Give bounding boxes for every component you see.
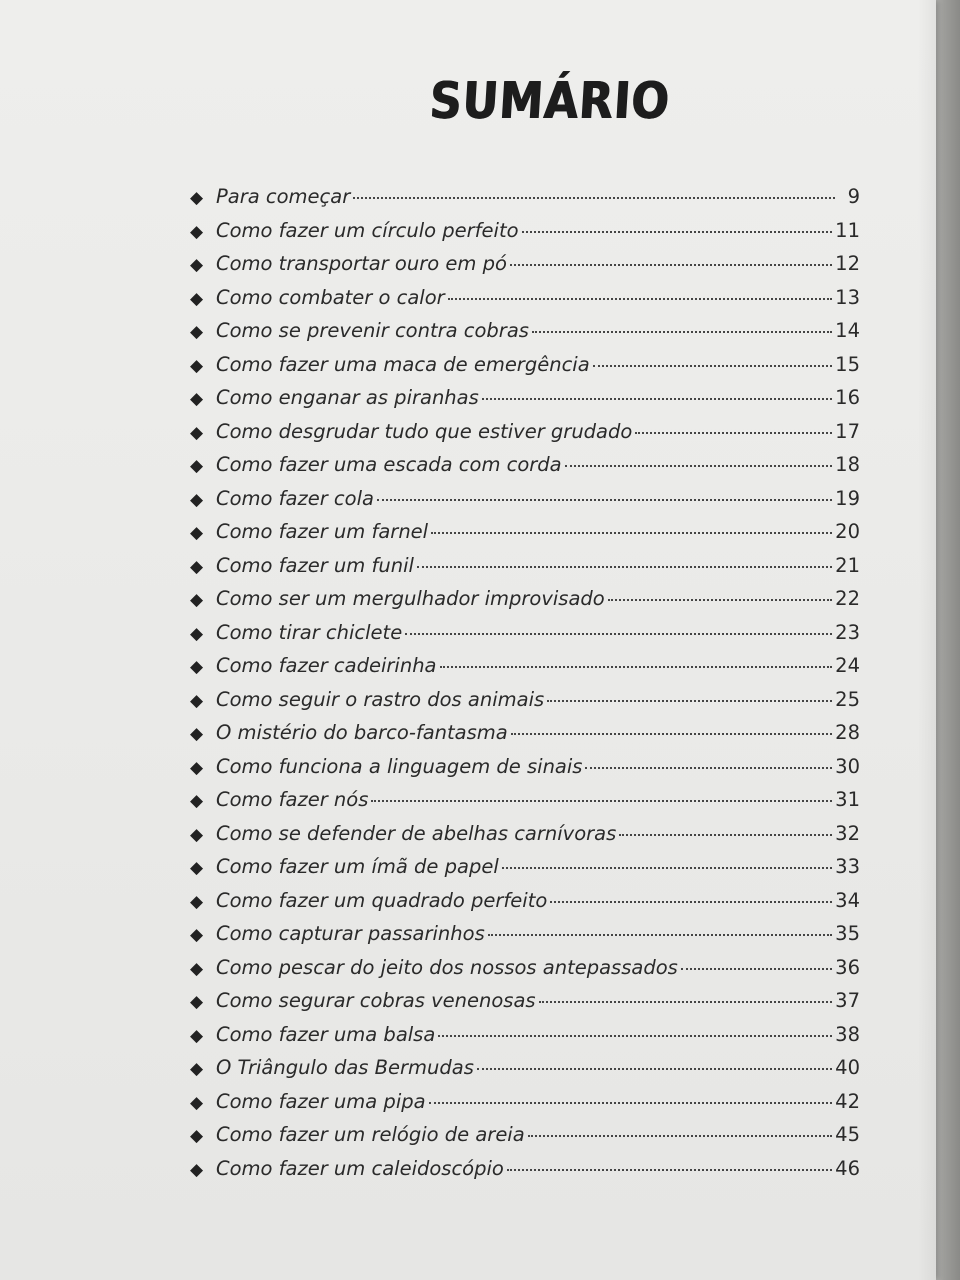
dot-leader [550, 901, 832, 903]
toc-entry-title: Como ser um mergulhador improvisado [216, 587, 605, 610]
diamond-bullet-icon: ◆ [190, 925, 204, 945]
toc-entry-title: Como combater o calor [216, 285, 445, 309]
dot-leader [528, 1135, 832, 1137]
dot-leader [511, 733, 832, 735]
toc-entry [190, 855, 860, 889]
toc-entry-title: Como fazer um quadrado perfeito [216, 888, 548, 912]
diamond-bullet-icon: ◆ [190, 791, 204, 811]
diamond-bullet-icon: ◆ [190, 1092, 204, 1113]
toc-entry-title: Como se defender de abelhas carnívoras [216, 821, 617, 845]
dot-leader [565, 465, 833, 467]
toc-page-number: 30 [835, 754, 860, 778]
toc-entry-title: Como desgrudar tudo que estiver grudado [216, 419, 633, 443]
diamond-bullet-icon: ◆ [190, 523, 204, 543]
toc-page-number: 25 [835, 687, 860, 711]
toc-page-number: 45 [835, 1123, 860, 1146]
dot-leader [431, 532, 832, 534]
dot-leader [353, 197, 835, 199]
dot-leader [619, 834, 832, 836]
diamond-bullet-icon: ◆ [190, 757, 204, 778]
toc-page-number: 13 [835, 285, 860, 309]
toc-entry-title: Como transportar ouro em pó [216, 252, 507, 275]
toc-entry-title: Como fazer nós [216, 788, 369, 811]
toc-entry-title: Como fazer cadeirinha [216, 654, 437, 677]
diamond-bullet-icon: ◆ [190, 891, 204, 912]
toc-entry [190, 755, 860, 789]
toc-entry [190, 989, 860, 1023]
diamond-bullet-icon: ◆ [190, 1025, 204, 1046]
dot-leader [438, 1035, 832, 1037]
toc-entry [190, 1023, 860, 1057]
toc-entry-title: Como fazer uma maca de emergência [216, 352, 590, 376]
dot-leader [532, 331, 832, 333]
toc-page-number: 46 [835, 1156, 860, 1180]
dot-leader [429, 1102, 833, 1104]
toc-entry-title: Como fazer um círculo perfeito [216, 218, 519, 242]
toc-entry [190, 286, 860, 320]
toc-entry-title: O Triângulo das Bermudas [216, 1056, 474, 1079]
toc-entry [190, 520, 860, 554]
dot-leader [593, 365, 833, 367]
toc-entry [190, 487, 860, 521]
toc-entry-title: Como fazer uma balsa [216, 1022, 436, 1046]
diamond-bullet-icon: ◆ [190, 188, 204, 208]
background-surface [934, 0, 960, 1280]
page-edge-shadow [918, 0, 936, 1280]
toc-page-number: 15 [835, 352, 860, 376]
dot-leader [502, 867, 832, 869]
toc-entry [190, 1056, 860, 1090]
dot-leader [448, 298, 833, 300]
dot-leader [585, 767, 832, 769]
toc-entry [190, 922, 860, 956]
toc-entry [190, 420, 860, 454]
diamond-bullet-icon: ◆ [190, 1159, 204, 1180]
dot-leader [608, 599, 832, 601]
dot-leader [507, 1169, 832, 1171]
dot-leader [522, 231, 833, 233]
toc-entry [190, 788, 860, 822]
toc-page-number: 12 [835, 252, 860, 275]
diamond-bullet-icon: ◆ [190, 1126, 204, 1146]
diamond-bullet-icon: ◆ [190, 858, 204, 878]
toc-page-number: 22 [835, 587, 860, 610]
diamond-bullet-icon: ◆ [190, 456, 204, 476]
dot-leader [377, 499, 832, 501]
toc-entry-title: Como segurar cobras venenosas [216, 989, 536, 1012]
toc-entry-title: Como tirar chiclete [216, 620, 403, 644]
toc-page-number: 24 [835, 654, 860, 677]
toc-page-number: 32 [835, 821, 860, 845]
diamond-bullet-icon: ◆ [190, 958, 204, 979]
diamond-bullet-icon: ◆ [190, 255, 204, 275]
toc-page-number: 38 [835, 1022, 860, 1046]
toc-entry [190, 1123, 860, 1157]
diamond-bullet-icon: ◆ [190, 590, 204, 610]
toc-entry [190, 319, 860, 353]
toc-page-number: 21 [835, 553, 860, 577]
toc-page-number: 42 [835, 1089, 860, 1113]
toc-entry-title: Como pescar do jeito dos nossos antepassados [216, 955, 678, 979]
diamond-bullet-icon: ◆ [190, 489, 204, 510]
page-title: SUMÁRIO [428, 72, 672, 131]
toc-entry-title: Para começar [216, 185, 351, 208]
toc-entry-title: Como funciona a linguagem de sinais [216, 754, 583, 778]
toc-entry [190, 185, 860, 219]
toc-page-number: 14 [835, 319, 860, 342]
toc-entry [190, 956, 860, 990]
toc-entry [190, 252, 860, 286]
toc-page-number: 28 [835, 721, 860, 744]
toc-page-number: 23 [835, 620, 860, 644]
toc-entry-title: Como fazer uma pipa [216, 1089, 426, 1113]
toc-entry [190, 621, 860, 655]
toc-page-number: 18 [835, 453, 860, 476]
dot-leader [510, 264, 832, 266]
dot-leader [477, 1068, 832, 1070]
toc-entry [190, 353, 860, 387]
toc-entry-title: Como fazer cola [216, 486, 374, 510]
toc-entry [190, 889, 860, 923]
table-of-contents [190, 185, 860, 1190]
dot-leader [488, 934, 832, 936]
toc-entry-title: Como fazer um ímã de papel [216, 855, 499, 878]
diamond-bullet-icon: ◆ [190, 355, 204, 376]
diamond-bullet-icon: ◆ [190, 623, 204, 644]
dot-leader [440, 666, 833, 668]
dot-leader [417, 566, 832, 568]
toc-entry-title: Como fazer um funil [216, 553, 414, 577]
diamond-bullet-icon: ◆ [190, 992, 204, 1012]
toc-entry [190, 822, 860, 856]
toc-page-number: 40 [835, 1056, 860, 1079]
toc-entry [190, 1157, 860, 1191]
toc-page-number: 20 [835, 520, 860, 543]
toc-page-number: 35 [835, 922, 860, 945]
dot-leader [635, 432, 832, 434]
diamond-bullet-icon: ◆ [190, 389, 204, 409]
dot-leader [681, 968, 832, 970]
dot-leader [547, 700, 832, 702]
toc-entry-title: O mistério do barco-fantasma [216, 721, 508, 744]
toc-entry-title: Como fazer um caleidoscópio [216, 1156, 504, 1180]
diamond-bullet-icon: ◆ [190, 724, 204, 744]
toc-entry [190, 554, 860, 588]
toc-entry [190, 587, 860, 621]
dot-leader [539, 1001, 833, 1003]
diamond-bullet-icon: ◆ [190, 322, 204, 342]
toc-page-number: 17 [835, 419, 860, 443]
diamond-bullet-icon: ◆ [190, 824, 204, 845]
toc-entry-title: Como fazer um farnel [216, 520, 429, 543]
diamond-bullet-icon: ◆ [190, 422, 204, 443]
toc-entry [190, 654, 860, 688]
toc-entry-title: Como fazer um relógio de areia [216, 1123, 525, 1146]
dot-leader [371, 800, 832, 802]
toc-page-number: 37 [835, 989, 860, 1012]
toc-page-number: 33 [835, 855, 860, 878]
toc-page-number: 16 [835, 386, 860, 409]
diamond-bullet-icon: ◆ [190, 1059, 204, 1079]
diamond-bullet-icon: ◆ [190, 657, 204, 677]
toc-page-number: 34 [835, 888, 860, 912]
toc-entry [190, 1090, 860, 1124]
dot-leader [482, 398, 832, 400]
toc-page-number: 31 [835, 788, 860, 811]
diamond-bullet-icon: ◆ [190, 221, 204, 242]
diamond-bullet-icon: ◆ [190, 690, 204, 711]
dot-leader [405, 633, 832, 635]
diamond-bullet-icon: ◆ [190, 556, 204, 577]
toc-entry-title: Como capturar passarinhos [216, 922, 485, 945]
toc-page-number: 9 [847, 185, 860, 208]
diamond-bullet-icon: ◆ [190, 288, 204, 309]
toc-entry [190, 453, 860, 487]
toc-entry-title: Como se prevenir contra cobras [216, 319, 529, 342]
toc-entry [190, 386, 860, 420]
toc-entry-title: Como seguir o rastro dos animais [216, 687, 545, 711]
toc-entry [190, 721, 860, 755]
toc-entry [190, 219, 860, 253]
toc-page-number: 36 [835, 955, 860, 979]
toc-page-number: 19 [835, 486, 860, 510]
toc-page-number: 11 [835, 218, 860, 242]
toc-entry-title: Como enganar as piranhas [216, 386, 479, 409]
toc-entry-title: Como fazer uma escada com corda [216, 453, 562, 476]
toc-entry [190, 688, 860, 722]
